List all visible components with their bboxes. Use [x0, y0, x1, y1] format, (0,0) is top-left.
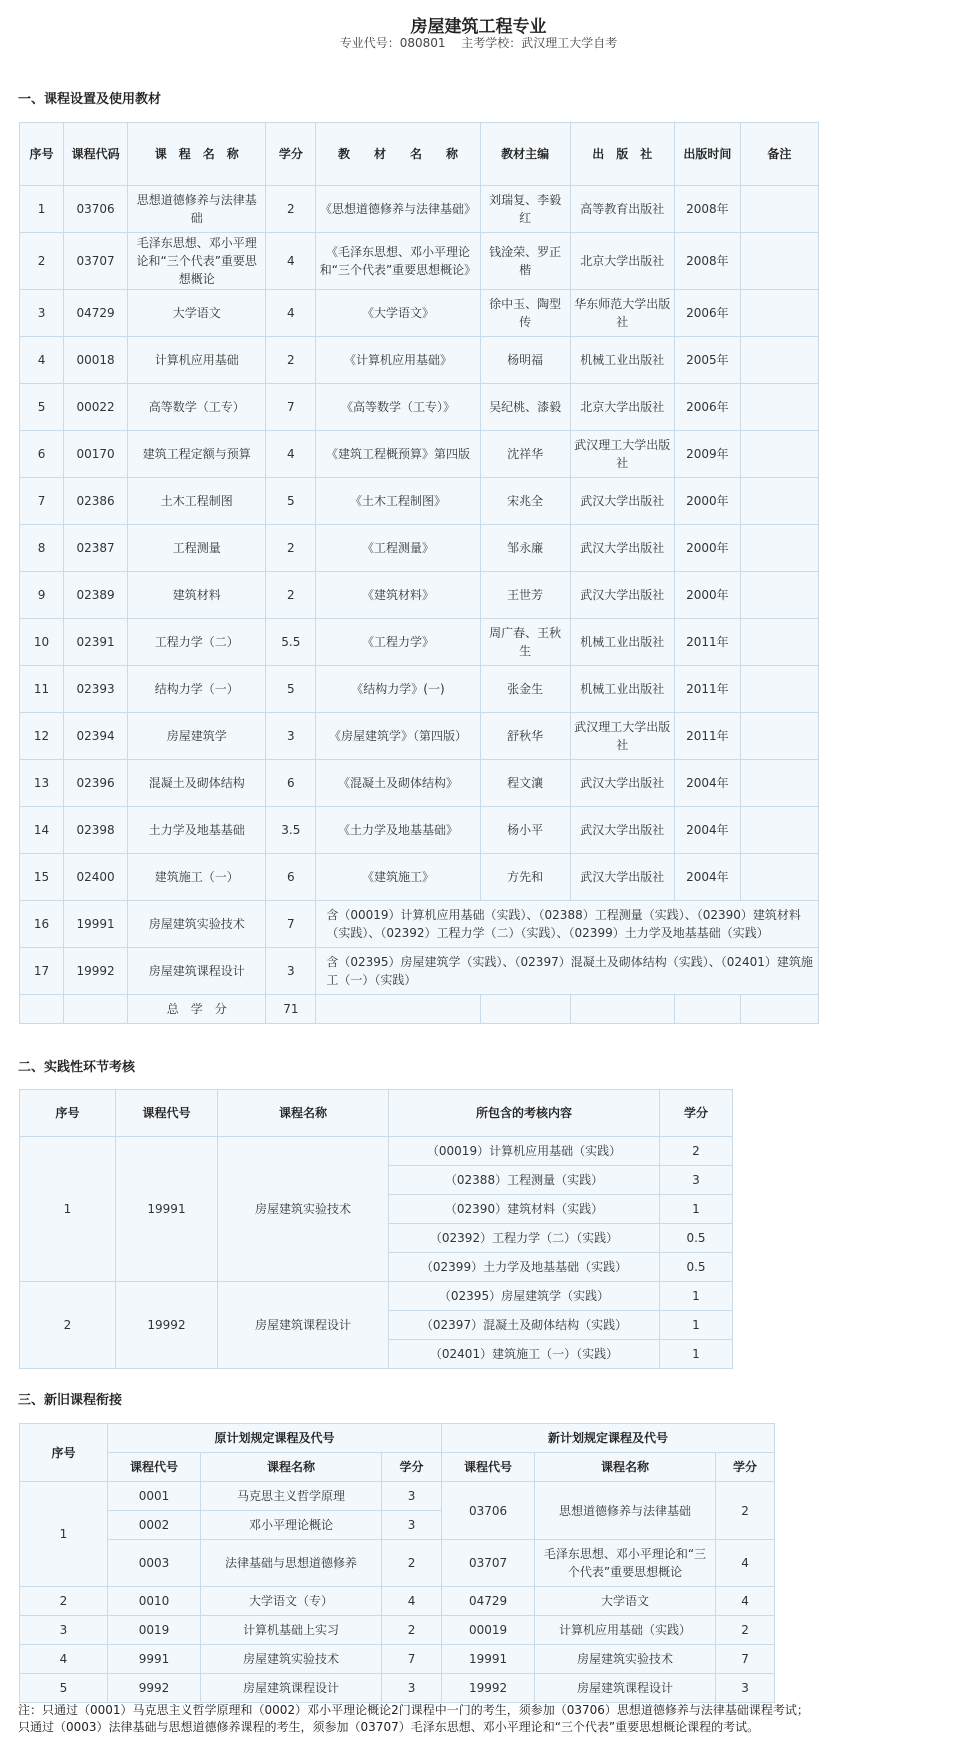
table-cell: 1: [20, 186, 64, 233]
column-header: 学分: [716, 1453, 775, 1482]
table-cell: [740, 760, 818, 807]
table-cell: 3: [382, 1482, 442, 1511]
table-cell: 杨小平: [480, 807, 570, 854]
table-cell: 7: [266, 384, 316, 431]
course-row: [20, 290, 819, 337]
table-cell: 房屋建筑课程设计: [128, 948, 266, 995]
table-cell: 15: [20, 854, 64, 901]
course-row: [20, 431, 819, 478]
table-cell: 方先和: [480, 854, 570, 901]
transition-row: [20, 1616, 775, 1645]
table-cell: 4: [266, 290, 316, 337]
table-cell: （02392）工程力学（二）（实践）: [389, 1224, 660, 1253]
table-cell: 武汉大学出版社: [570, 807, 674, 854]
total-label: 总 学 分: [128, 995, 266, 1024]
column-group-header: 原计划规定课程及代号: [108, 1424, 442, 1453]
table-cell: 7: [266, 901, 316, 948]
table-cell: （02401）建筑施工（一）（实践）: [389, 1340, 660, 1369]
table-cell: 4: [382, 1587, 442, 1616]
page-subtitle: 专业代号：080801 主考学校：武汉理工大学自考: [339, 36, 618, 50]
table-cell: 2: [660, 1137, 733, 1166]
table-cell: 9992: [108, 1674, 201, 1703]
table-cell: [740, 478, 818, 525]
table-cell: 机械工业出版社: [570, 337, 674, 384]
table-cell: 《思想道德修养与法律基础》: [316, 186, 480, 233]
table-cell: 2000年: [674, 572, 740, 619]
table-cell: 2006年: [674, 290, 740, 337]
page-title: 房屋建筑工程专业: [410, 17, 547, 37]
table-cell: 2: [266, 525, 316, 572]
table-cell: 2004年: [674, 854, 740, 901]
table-cell: 3: [382, 1511, 442, 1540]
column-group-header: 新计划规定课程及代号: [442, 1424, 775, 1453]
transition-row: [20, 1540, 775, 1587]
table-cell: 工程力学（二）: [128, 619, 266, 666]
column-header: 课程名称: [201, 1453, 382, 1482]
table-cell: 3: [20, 1616, 108, 1645]
table-cell: 毛泽东思想、邓小平理论和“三个代表”重要思想概论: [128, 233, 266, 290]
table-cell: 高等教育出版社: [570, 186, 674, 233]
table-cell: [480, 995, 570, 1024]
table-cell: 邹永廉: [480, 525, 570, 572]
table-cell: 《建筑工程概预算》第四版: [316, 431, 480, 478]
table-cell: 3: [382, 1674, 442, 1703]
table-cell: 4: [20, 337, 64, 384]
column-header: 课程代号: [108, 1453, 201, 1482]
column-header: 课程代号: [116, 1090, 218, 1137]
table-cell: 徐中玉、陶型传: [480, 290, 570, 337]
table-cell: 7: [382, 1645, 442, 1674]
table-cell: 19992: [442, 1674, 535, 1703]
table-cell: 13: [20, 760, 64, 807]
table-cell: 03707: [64, 233, 128, 290]
table-cell: 《建筑施工》: [316, 854, 480, 901]
table-cell: 1: [20, 1137, 116, 1282]
table-cell: 房屋建筑实验技术: [201, 1645, 382, 1674]
total-value: 71: [266, 995, 316, 1024]
transition-row: [20, 1587, 775, 1616]
section2-heading: 二、实践性环节考核: [18, 1060, 136, 1075]
table-cell: 武汉大学出版社: [570, 760, 674, 807]
table-cell: 邓小平理论概论: [201, 1511, 382, 1540]
table-cell: [740, 186, 818, 233]
table-cell: 2005年: [674, 337, 740, 384]
course-row: [20, 337, 819, 384]
course-row: [20, 384, 819, 431]
table-cell: 武汉理工大学出版社: [570, 713, 674, 760]
transition-row: [20, 1645, 775, 1674]
course-table: [19, 122, 819, 1024]
table-cell: 房屋建筑学: [128, 713, 266, 760]
column-header: 学分: [382, 1453, 442, 1482]
table-cell: [740, 290, 818, 337]
course-row: [20, 233, 819, 290]
table-cell: 17: [20, 948, 64, 995]
column-header: 所包含的考核内容: [389, 1090, 660, 1137]
table-cell: 0.5: [660, 1253, 733, 1282]
table-cell: 武汉大学出版社: [570, 525, 674, 572]
table-cell: 建筑工程定额与预算: [128, 431, 266, 478]
table-cell: 6: [266, 854, 316, 901]
table-cell: 《工程测量》: [316, 525, 480, 572]
table-header-row: [20, 1090, 733, 1137]
table-cell: 混凝土及砌体结构: [128, 760, 266, 807]
table-cell: 周广春、王秋生: [480, 619, 570, 666]
table-cell: 2009年: [674, 431, 740, 478]
table-cell: （02388）工程测量（实践）: [389, 1166, 660, 1195]
practice-table: [19, 1089, 733, 1369]
table-cell: 建筑施工（一）: [128, 854, 266, 901]
table-cell: 1: [660, 1282, 733, 1311]
column-header: 教材主编: [480, 123, 570, 186]
table-cell: 2: [716, 1482, 775, 1540]
table-cell: 房屋建筑实验技术: [535, 1645, 716, 1674]
table-cell: [740, 337, 818, 384]
table-cell: 03707: [442, 1540, 535, 1587]
table-cell: [674, 995, 740, 1024]
table-cell: 土力学及地基基础: [128, 807, 266, 854]
table-cell: 计算机基础上实习: [201, 1616, 382, 1645]
table-cell: 2011年: [674, 713, 740, 760]
table-cell: 3: [716, 1674, 775, 1703]
table-subheader-row: [20, 1453, 775, 1482]
table-cell: 钱淦荣、罗正楷: [480, 233, 570, 290]
table-cell: 14: [20, 807, 64, 854]
table-cell: 2: [716, 1616, 775, 1645]
total-row: [20, 995, 819, 1024]
column-header: 出 版 社: [570, 123, 674, 186]
table-cell: 7: [716, 1645, 775, 1674]
table-cell: 2004年: [674, 807, 740, 854]
column-header: 备注: [740, 123, 818, 186]
table-cell: 2000年: [674, 525, 740, 572]
table-cell: [740, 619, 818, 666]
table-cell: 4: [266, 431, 316, 478]
table-cell: 房屋建筑实验技术: [128, 901, 266, 948]
table-cell: 4: [716, 1540, 775, 1587]
table-cell: 结构力学（一）: [128, 666, 266, 713]
table-cell: 大学语文: [128, 290, 266, 337]
table-cell: 1: [660, 1340, 733, 1369]
table-cell: 2: [20, 233, 64, 290]
table-cell: 02387: [64, 525, 128, 572]
table-cell: 2: [20, 1587, 108, 1616]
column-header: 课程名称: [218, 1090, 389, 1137]
table-cell: 02400: [64, 854, 128, 901]
table-cell: 00170: [64, 431, 128, 478]
table-cell: [740, 854, 818, 901]
table-cell: 4: [266, 233, 316, 290]
table-cell: 0010: [108, 1587, 201, 1616]
table-cell: 2: [266, 337, 316, 384]
table-cell: （02397）混凝土及砌体结构（实践）: [389, 1311, 660, 1340]
table-cell: 11: [20, 666, 64, 713]
transition-row: [20, 1674, 775, 1703]
table-cell: 0003: [108, 1540, 201, 1587]
table-cell: 19991: [64, 901, 128, 948]
column-header: 序号: [20, 1090, 116, 1137]
table-cell: 2004年: [674, 760, 740, 807]
table-cell: 《大学语文》: [316, 290, 480, 337]
table-cell: 程文瀼: [480, 760, 570, 807]
section1-heading: 一、课程设置及使用教材: [18, 92, 162, 107]
table-cell: 《毛泽东思想、邓小平理论和“三个代表”重要思想概论》: [316, 233, 480, 290]
table-cell: 5: [266, 666, 316, 713]
table-cell: 武汉理工大学出版社: [570, 431, 674, 478]
table-cell: 《混凝土及砌体结构》: [316, 760, 480, 807]
table-cell: 16: [20, 901, 64, 948]
table-cell: 计算机应用基础（实践）: [535, 1616, 716, 1645]
table-cell: 2008年: [674, 186, 740, 233]
table-cell: [740, 666, 818, 713]
table-cell: [740, 525, 818, 572]
course-row: [20, 619, 819, 666]
table-cell: [740, 384, 818, 431]
table-cell: 华东师范大学出版社: [570, 290, 674, 337]
table-cell: 思想道德修养与法律基础: [535, 1482, 716, 1540]
column-header: 学分: [266, 123, 316, 186]
course-row: [20, 713, 819, 760]
table-cell: 武汉大学出版社: [570, 478, 674, 525]
table-cell: 0.5: [660, 1224, 733, 1253]
course-row: [20, 572, 819, 619]
table-cell: 土木工程制图: [128, 478, 266, 525]
table-cell: 6: [266, 760, 316, 807]
transition-table: [19, 1423, 775, 1703]
practice-description: 含（00019）计算机应用基础（实践）、（02388）工程测量（实践）、（02390）建筑材料（实践）、（02392）工程力学（二）（实践）、（02399）土力学及地基基础（实践）: [316, 901, 819, 948]
table-cell: 吴纪桃、漆毅: [480, 384, 570, 431]
column-header: 序号: [20, 1424, 108, 1482]
table-cell: [316, 995, 480, 1024]
course-row: [20, 760, 819, 807]
table-cell: 2008年: [674, 233, 740, 290]
table-cell: 12: [20, 713, 64, 760]
course-row: [20, 854, 819, 901]
table-cell: 《建筑材料》: [316, 572, 480, 619]
table-cell: 《工程力学》: [316, 619, 480, 666]
table-cell: [570, 995, 674, 1024]
table-cell: 《高等数学（工专）》: [316, 384, 480, 431]
table-cell: 北京大学出版社: [570, 384, 674, 431]
table-cell: 2011年: [674, 666, 740, 713]
course-row: [20, 478, 819, 525]
table-cell: 5.5: [266, 619, 316, 666]
table-cell: 7: [20, 478, 64, 525]
table-cell: 机械工业出版社: [570, 619, 674, 666]
table-cell: 02391: [64, 619, 128, 666]
table-cell: 4: [20, 1645, 108, 1674]
table-cell: [740, 995, 818, 1024]
table-cell: 机械工业出版社: [570, 666, 674, 713]
table-cell: 3: [20, 290, 64, 337]
table-cell: 04729: [64, 290, 128, 337]
course-row: [20, 807, 819, 854]
table-cell: 房屋建筑实验技术: [218, 1137, 389, 1282]
table-cell: 2: [382, 1616, 442, 1645]
table-cell: 19991: [442, 1645, 535, 1674]
table-cell: 19992: [116, 1282, 218, 1369]
table-cell: 宋兆全: [480, 478, 570, 525]
table-cell: 00018: [64, 337, 128, 384]
column-header: 序号: [20, 123, 64, 186]
table-cell: [740, 572, 818, 619]
table-cell: 10: [20, 619, 64, 666]
table-cell: 《土木工程制图》: [316, 478, 480, 525]
table-cell: 杨明福: [480, 337, 570, 384]
table-cell: 2000年: [674, 478, 740, 525]
table-cell: 0001: [108, 1482, 201, 1511]
table-cell: 1: [660, 1195, 733, 1224]
table-cell: 房屋建筑课程设计: [535, 1674, 716, 1703]
practice-course-row: [20, 948, 819, 995]
table-cell: （02395）房屋建筑学（实践）: [389, 1282, 660, 1311]
table-cell: 4: [716, 1587, 775, 1616]
table-cell: 6: [20, 431, 64, 478]
table-cell: [740, 807, 818, 854]
table-cell: 张金生: [480, 666, 570, 713]
table-cell: 3: [266, 948, 316, 995]
column-header: 课程名称: [535, 1453, 716, 1482]
table-cell: 武汉大学出版社: [570, 572, 674, 619]
table-cell: （02399）土力学及地基基础（实践）: [389, 1253, 660, 1282]
table-cell: 02396: [64, 760, 128, 807]
practice-item-row: [20, 1282, 733, 1311]
table-cell: [64, 995, 128, 1024]
table-cell: 19991: [116, 1137, 218, 1282]
table-cell: 3: [266, 713, 316, 760]
table-cell: 北京大学出版社: [570, 233, 674, 290]
column-header: 出版时间: [674, 123, 740, 186]
table-cell: [740, 713, 818, 760]
section3-heading: 三、新旧课程衔接: [18, 1393, 123, 1408]
table-cell: 0019: [108, 1616, 201, 1645]
course-row: [20, 666, 819, 713]
table-cell: 大学语文: [535, 1587, 716, 1616]
table-cell: 8: [20, 525, 64, 572]
table-cell: 法律基础与思想道德修养: [201, 1540, 382, 1587]
footnote: [18, 1702, 948, 1736]
table-cell: 03706: [442, 1482, 535, 1540]
table-cell: 思想道德修养与法律基础: [128, 186, 266, 233]
table-cell: 1: [20, 1482, 108, 1587]
table-cell: 高等数学（工专）: [128, 384, 266, 431]
table-cell: 9: [20, 572, 64, 619]
table-cell: 《房屋建筑学》（第四版）: [316, 713, 480, 760]
table-cell: 2006年: [674, 384, 740, 431]
table-cell: [20, 995, 64, 1024]
table-cell: 02394: [64, 713, 128, 760]
table-cell: 沈祥华: [480, 431, 570, 478]
table-cell: 02393: [64, 666, 128, 713]
column-header: 课程代号: [442, 1453, 535, 1482]
table-cell: 《结构力学》(一): [316, 666, 480, 713]
course-row: [20, 186, 819, 233]
table-cell: 5: [266, 478, 316, 525]
practice-item-row: [20, 1137, 733, 1166]
table-cell: 2: [382, 1540, 442, 1587]
practice-course-row: [20, 901, 819, 948]
table-cell: 02389: [64, 572, 128, 619]
course-row: [20, 525, 819, 572]
table-cell: 马克思主义哲学原理: [201, 1482, 382, 1511]
table-cell: 9991: [108, 1645, 201, 1674]
table-cell: 舒秋华: [480, 713, 570, 760]
table-cell: （02390）建筑材料（实践）: [389, 1195, 660, 1224]
table-cell: 3.5: [266, 807, 316, 854]
table-cell: 毛泽东思想、邓小平理论和“三个代表”重要思想概论: [535, 1540, 716, 1587]
table-cell: 武汉大学出版社: [570, 854, 674, 901]
column-header: 教 材 名 称: [316, 123, 480, 186]
table-cell: 2011年: [674, 619, 740, 666]
table-cell: 3: [660, 1166, 733, 1195]
table-cell: 00022: [64, 384, 128, 431]
footnote-line-1: 注：只通过（0001）马克思主义哲学原理和（0002）邓小平理论概论2门课程中一门的考生，须参加（03706）思想道德修养与法律基础课程考试；: [18, 1703, 809, 1717]
footnote-line-2: 只通过（0003）法律基础与思想道德修养课程的考生，须参加（03707）毛泽东思想、邓小平理论和“三个代表”重要思想概论课程的考试。: [18, 1720, 760, 1734]
transition-row: [20, 1482, 775, 1511]
table-cell: 00019: [442, 1616, 535, 1645]
table-cell: 大学语文（专）: [201, 1587, 382, 1616]
table-cell: 《土力学及地基基础》: [316, 807, 480, 854]
table-cell: 19992: [64, 948, 128, 995]
table-cell: 04729: [442, 1587, 535, 1616]
table-header-row: [20, 123, 819, 186]
table-cell: [740, 431, 818, 478]
table-cell: （00019）计算机应用基础（实践）: [389, 1137, 660, 1166]
table-cell: 0002: [108, 1511, 201, 1540]
column-header: 课 程 名 称: [128, 123, 266, 186]
table-cell: 房屋建筑课程设计: [201, 1674, 382, 1703]
table-cell: 工程测量: [128, 525, 266, 572]
column-header: 学分: [660, 1090, 733, 1137]
table-header-row: [20, 1424, 775, 1453]
table-cell: 02386: [64, 478, 128, 525]
table-cell: 2: [266, 572, 316, 619]
column-header: 课程代码: [64, 123, 128, 186]
table-cell: 1: [660, 1311, 733, 1340]
table-cell: 02398: [64, 807, 128, 854]
practice-description: 含（02395）房屋建筑学（实践）、（02397）混凝土及砌体结构（实践）、（02401）建筑施工（一）（实践）: [316, 948, 819, 995]
table-cell: 房屋建筑课程设计: [218, 1282, 389, 1369]
table-cell: 5: [20, 384, 64, 431]
table-cell: 2: [20, 1282, 116, 1369]
table-cell: 《计算机应用基础》: [316, 337, 480, 384]
table-cell: [740, 233, 818, 290]
table-cell: 计算机应用基础: [128, 337, 266, 384]
table-cell: 5: [20, 1674, 108, 1703]
table-cell: 建筑材料: [128, 572, 266, 619]
table-cell: 刘瑞复、李毅红: [480, 186, 570, 233]
table-cell: 03706: [64, 186, 128, 233]
table-cell: 王世芳: [480, 572, 570, 619]
table-cell: 2: [266, 186, 316, 233]
